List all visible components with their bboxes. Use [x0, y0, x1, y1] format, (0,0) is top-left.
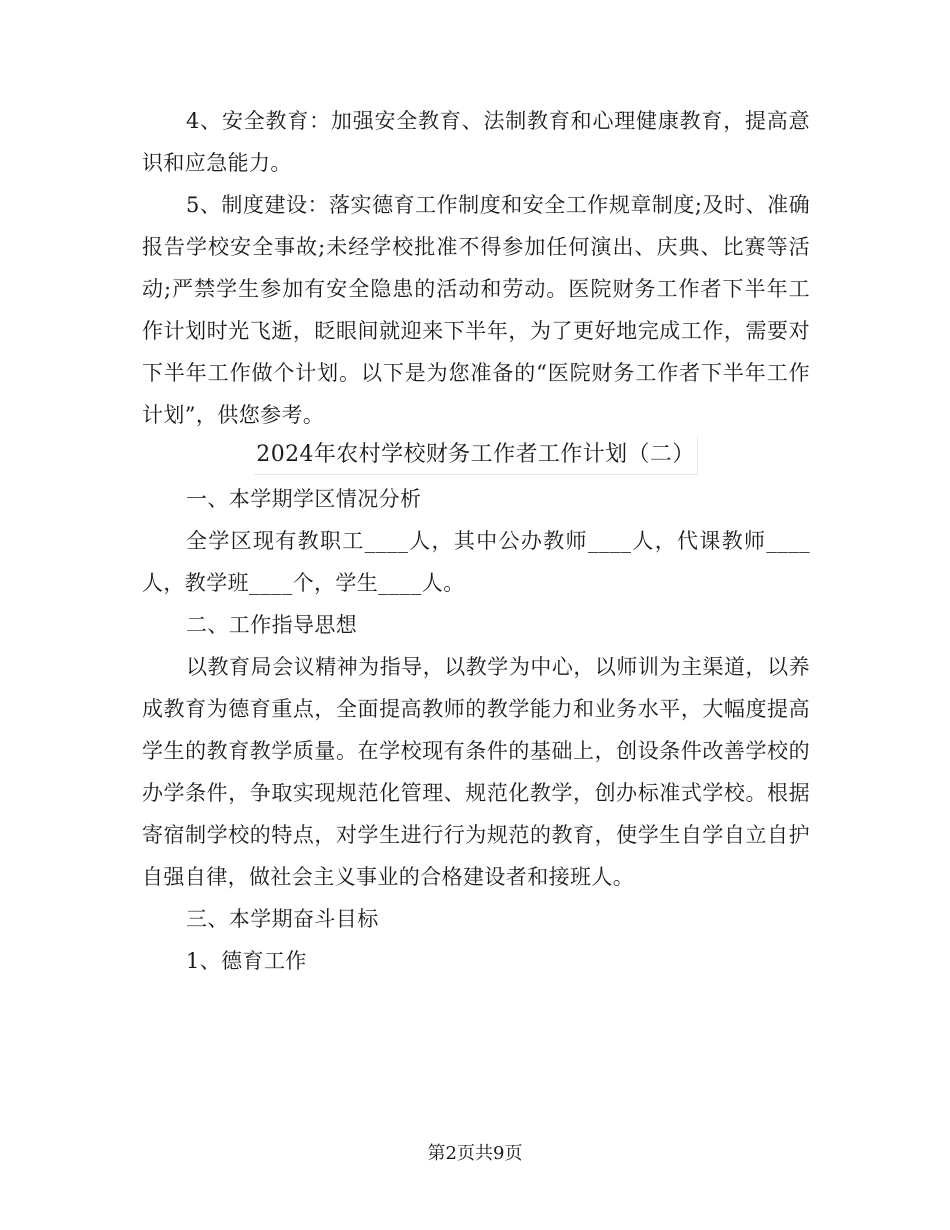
heading-guiding-ideology: 二、工作指导思想 — [186, 613, 358, 637]
paragraph-safety-education: 4、安全教育：加强安全教育、法制教育和心理健康教育，提高意识和应急能力。 — [142, 109, 810, 175]
paragraph-system-construction: 5、制度建设：落实德育工作制度和安全工作规章制度;及时、准确报告学校安全事故;未经学校批准不得参加任何演出、庆典、比赛等活动;严禁学生参加有安全隐患的活动和劳动。医院财务工作者下半年工作计划时光飞逝，眨眼间就迎来下半年，为了更好地完成工作，需要对下半年工作做个计划。以下是为您准备的“医院财务工作者下半年工作计划”，供您参考。 — [142, 193, 810, 427]
heading-semester-goals: 三、本学期奋斗目标 — [186, 907, 379, 931]
paragraph-guiding-ideology: 以教育局会议精神为指导，以教学为中心，以师训为主渠道，以养成教育为德育重点，全面提高教师的教学能力和业务水平，大幅度提高学生的教育教学质量。在学校现有条件的基础上，创设条件改善学校的办学条件，争取实现规范化管理、规范化教学，创办标准式学校。根据寄宿制学校的特点，对学生进行行为规范的教育，使学生自学自立自护自强自律，做社会主义事业的合格建设者和接班人。 — [142, 655, 810, 889]
section-title-wrapper — [142, 436, 810, 478]
paragraph-staff-statistics: 全学区现有教职工____人，其中公办教师____人，代课教师____人，教学班____个，学生____人。 — [142, 529, 810, 595]
heading-moral-education: 1、德育工作 — [186, 949, 307, 973]
heading-situation-analysis: 一、本学期学区情况分析 — [186, 487, 422, 511]
section-title: 2024年农村学校财务工作者工作计划（二） — [254, 436, 697, 475]
page-number-footer: 第2页共9页 — [427, 1143, 523, 1164]
document-body — [142, 100, 810, 982]
